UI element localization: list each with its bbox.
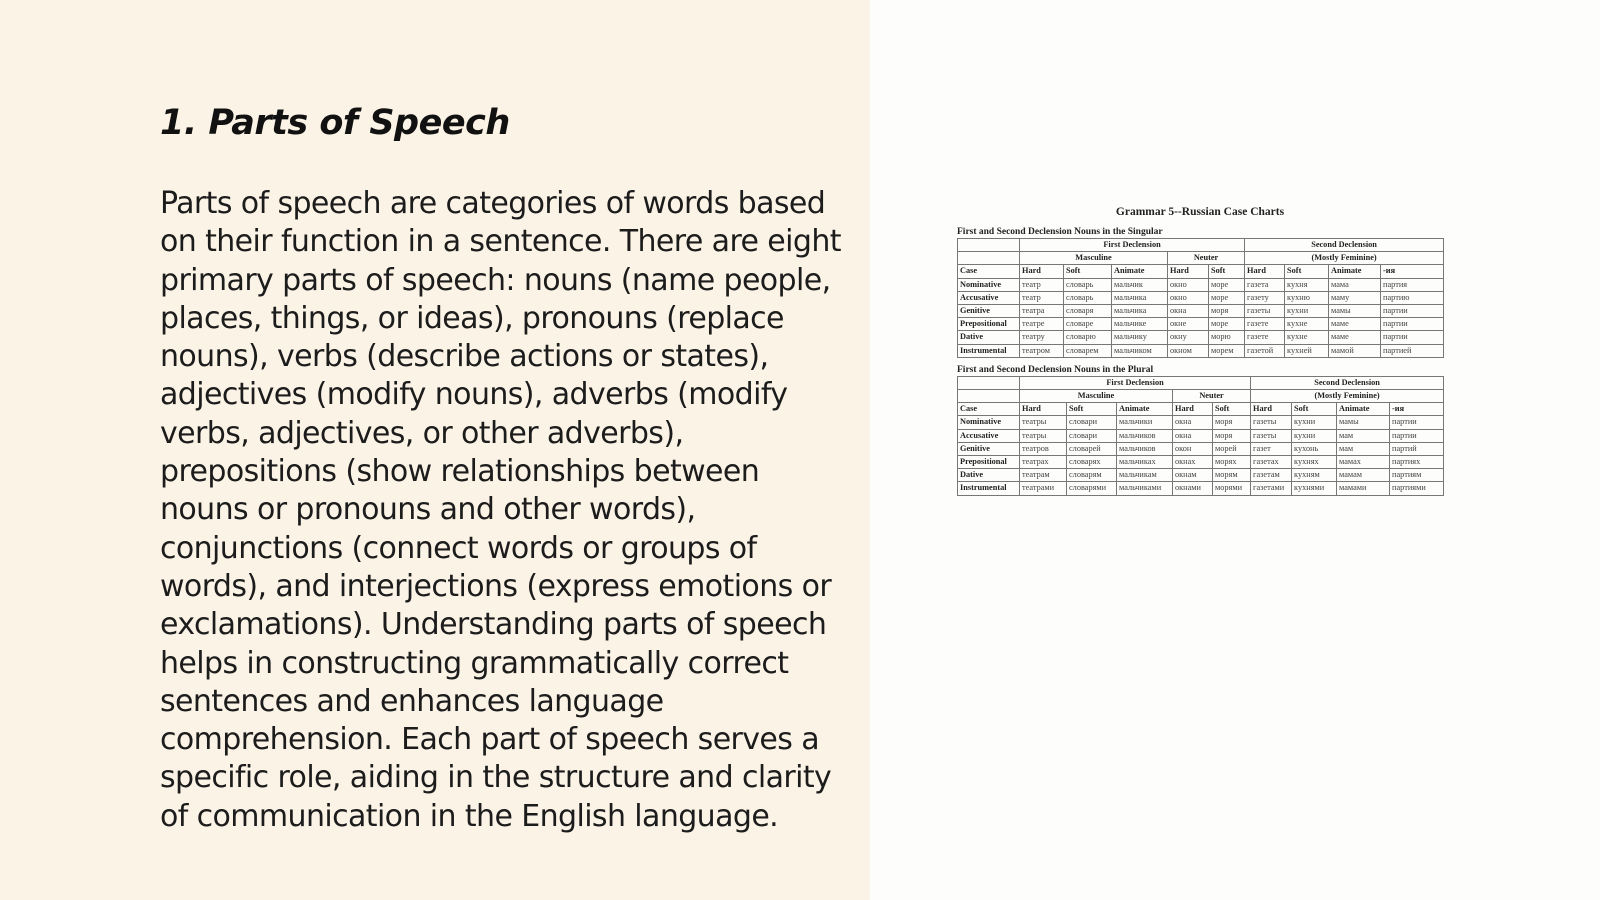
- second-declension-header: Second Declension: [1245, 239, 1444, 252]
- case-name-cell: Accusative: [958, 429, 1020, 442]
- plural-section-title: First and Second Declension Nouns in the Plural: [957, 364, 1154, 375]
- table-cell: окнах: [1173, 456, 1213, 469]
- table-cell: театры: [1020, 416, 1067, 429]
- table-cell: мамы: [1337, 416, 1390, 429]
- table-cell: газетам: [1251, 469, 1292, 482]
- case-name-cell: Nominative: [958, 278, 1020, 291]
- table-cell: партиям: [1390, 469, 1444, 482]
- feminine-header: (Mostly Feminine): [1251, 390, 1444, 403]
- table-cell: словарям: [1067, 469, 1117, 482]
- table-cell: мамы: [1329, 305, 1381, 318]
- column-header: Hard: [1020, 403, 1067, 416]
- case-charts-image: [957, 206, 1443, 496]
- column-header: Animate: [1117, 403, 1173, 416]
- table-cell: мальчики: [1117, 416, 1173, 429]
- table-cell: маме: [1329, 331, 1381, 344]
- table-cell: мальчиках: [1117, 456, 1173, 469]
- table-cell: морям: [1213, 469, 1251, 482]
- table-cell: партии: [1381, 331, 1444, 344]
- table-cell: кухонь: [1292, 442, 1337, 455]
- case-name-cell: Prepositional: [958, 456, 1020, 469]
- table-cell: кухням: [1292, 469, 1337, 482]
- table-row: [958, 416, 1444, 429]
- slide-body-text: Parts of speech are categories of words based on their function in a sentence. There are eight primary parts of speech: nouns (name people, places, things, or ideas), pronouns (replace nouns), verbs (describe actions or states), adjectives (modify nouns), adverbs (modify verbs, adjectives, or other adverbs), prepositions (show relationships between nouns or pronouns and other words), conjunctions (connect words or groups of words), and interjections (express emotions or exclamations). Understanding parts of speech helps in constructing grammatically correct sentences and enhances language comprehension. Each part of speech serves a specific role, aiding in the structure and clarity of communication in the English language.: [160, 186, 841, 834]
- table-cell: кухни: [1292, 416, 1337, 429]
- table-cell: мальчиком: [1112, 344, 1168, 357]
- table-row: [958, 305, 1444, 318]
- table-cell: мамам: [1337, 469, 1390, 482]
- table-cell: газет: [1251, 442, 1292, 455]
- table-cell: словарю: [1064, 331, 1112, 344]
- table-cell: море: [1209, 278, 1245, 291]
- table-cell: морю: [1209, 331, 1245, 344]
- blank-cell: [958, 376, 1020, 389]
- table-cell: моря: [1213, 429, 1251, 442]
- table-cell: маме: [1329, 318, 1381, 331]
- table-row: [958, 482, 1444, 495]
- table-cell: мамами: [1337, 482, 1390, 495]
- table-cell: окна: [1168, 305, 1209, 318]
- case-name-cell: Nominative: [958, 416, 1020, 429]
- blank-cell: [958, 390, 1020, 403]
- table-cell: партии: [1390, 416, 1444, 429]
- column-header: Hard: [1245, 265, 1285, 278]
- table-cell: мальчик: [1112, 278, 1168, 291]
- table-cell: кухни: [1292, 429, 1337, 442]
- column-header: Hard: [1020, 265, 1064, 278]
- column-header: Hard: [1173, 403, 1213, 416]
- blank-cell: [958, 252, 1020, 265]
- table-cell: окнами: [1173, 482, 1213, 495]
- column-header: Soft: [1064, 265, 1112, 278]
- case-name-cell: Dative: [958, 469, 1020, 482]
- table-cell: театру: [1020, 331, 1064, 344]
- table-cell: словарях: [1067, 456, 1117, 469]
- table-cell: окна: [1173, 416, 1213, 429]
- table-cell: газеты: [1245, 305, 1285, 318]
- column-header: Soft: [1285, 265, 1329, 278]
- table-row: [958, 344, 1444, 357]
- case-charts-title: Grammar 5--Russian Case Charts: [1115, 206, 1285, 218]
- column-header: Hard: [1168, 265, 1209, 278]
- table-cell: театров: [1020, 442, 1067, 455]
- table-cell: газете: [1245, 331, 1285, 344]
- column-header: -ия: [1381, 265, 1444, 278]
- table-cell: словарь: [1064, 291, 1112, 304]
- table-cell: кухнях: [1292, 456, 1337, 469]
- column-header: Case: [958, 265, 1020, 278]
- table-cell: газеты: [1251, 416, 1292, 429]
- table-cell: окно: [1168, 291, 1209, 304]
- column-header: Hard: [1251, 403, 1292, 416]
- masculine-header: Masculine: [1020, 390, 1173, 403]
- table-cell: партии: [1381, 318, 1444, 331]
- first-declension-header: First Declension: [1020, 376, 1251, 389]
- table-cell: кухнями: [1292, 482, 1337, 495]
- feminine-header: (Mostly Feminine): [1245, 252, 1444, 265]
- table-cell: мальчика: [1112, 305, 1168, 318]
- table-cell: моря: [1209, 305, 1245, 318]
- table-row: [958, 278, 1444, 291]
- table-cell: морем: [1209, 344, 1245, 357]
- table-cell: газету: [1245, 291, 1285, 304]
- table-cell: кухне: [1285, 318, 1329, 331]
- table-cell: театрам: [1020, 469, 1067, 482]
- table-cell: словари: [1067, 416, 1117, 429]
- singular-section-title: First and Second Declension Nouns in the Singular: [957, 227, 1163, 237]
- table-cell: словарем: [1064, 344, 1112, 357]
- table-row: [958, 442, 1444, 455]
- table-cell: театрах: [1020, 456, 1067, 469]
- second-declension-header: Second Declension: [1251, 376, 1444, 389]
- table-cell: мам: [1337, 442, 1390, 455]
- table-cell: партию: [1381, 291, 1444, 304]
- table-cell: мам: [1337, 429, 1390, 442]
- table-cell: словарь: [1064, 278, 1112, 291]
- column-header: Case: [958, 403, 1020, 416]
- table-cell: театром: [1020, 344, 1064, 357]
- table-cell: морях: [1213, 456, 1251, 469]
- table-cell: окне: [1168, 318, 1209, 331]
- table-row: [958, 456, 1444, 469]
- singular-case-table: [957, 238, 1444, 358]
- table-cell: партиями: [1390, 482, 1444, 495]
- table-cell: газеты: [1251, 429, 1292, 442]
- table-cell: мальчику: [1112, 331, 1168, 344]
- table-cell: партии: [1381, 305, 1444, 318]
- table-row: [958, 429, 1444, 442]
- first-declension-header: First Declension: [1020, 239, 1245, 252]
- column-header: Soft: [1067, 403, 1117, 416]
- table-cell: театр: [1020, 291, 1064, 304]
- table-cell: газетой: [1245, 344, 1285, 357]
- table-cell: кухни: [1285, 305, 1329, 318]
- table-cell: окном: [1168, 344, 1209, 357]
- column-header: Animate: [1337, 403, 1390, 416]
- table-cell: театрами: [1020, 482, 1067, 495]
- column-header: Animate: [1329, 265, 1381, 278]
- table-cell: газета: [1245, 278, 1285, 291]
- table-cell: окна: [1173, 429, 1213, 442]
- table-cell: кухне: [1285, 331, 1329, 344]
- table-cell: словарями: [1067, 482, 1117, 495]
- table-cell: кухня: [1285, 278, 1329, 291]
- column-header-row: [958, 403, 1444, 416]
- plural-case-table: [957, 376, 1444, 496]
- case-name-cell: Dative: [958, 331, 1020, 344]
- neuter-header: Neuter: [1168, 252, 1245, 265]
- case-name-cell: Instrumental: [958, 482, 1020, 495]
- column-header: Soft: [1292, 403, 1337, 416]
- table-cell: партия: [1381, 278, 1444, 291]
- column-header: Animate: [1112, 265, 1168, 278]
- table-row: [958, 291, 1444, 304]
- table-cell: мамах: [1337, 456, 1390, 469]
- table-cell: партии: [1390, 429, 1444, 442]
- table-cell: словаря: [1064, 305, 1112, 318]
- table-cell: морей: [1213, 442, 1251, 455]
- column-header: -ия: [1390, 403, 1444, 416]
- table-cell: словари: [1067, 429, 1117, 442]
- table-cell: окон: [1173, 442, 1213, 455]
- table-cell: окно: [1168, 278, 1209, 291]
- case-name-cell: Prepositional: [958, 318, 1020, 331]
- table-row: [958, 318, 1444, 331]
- table-cell: партией: [1381, 344, 1444, 357]
- column-header: Soft: [1209, 265, 1245, 278]
- table-cell: морями: [1213, 482, 1251, 495]
- table-cell: мальчика: [1112, 291, 1168, 304]
- table-cell: театра: [1020, 305, 1064, 318]
- case-name-cell: Instrumental: [958, 344, 1020, 357]
- table-cell: словаре: [1064, 318, 1112, 331]
- table-cell: газетами: [1251, 482, 1292, 495]
- slide-title: 1. Parts of Speech: [160, 103, 510, 143]
- table-cell: мамой: [1329, 344, 1381, 357]
- table-cell: маму: [1329, 291, 1381, 304]
- table-cell: мальчиков: [1117, 429, 1173, 442]
- column-header: Soft: [1213, 403, 1251, 416]
- table-row: [958, 469, 1444, 482]
- table-cell: театре: [1020, 318, 1064, 331]
- table-cell: кухней: [1285, 344, 1329, 357]
- table-cell: словарей: [1067, 442, 1117, 455]
- table-cell: море: [1209, 291, 1245, 304]
- table-cell: театры: [1020, 429, 1067, 442]
- table-cell: море: [1209, 318, 1245, 331]
- table-cell: мальчиками: [1117, 482, 1173, 495]
- table-cell: окну: [1168, 331, 1209, 344]
- table-cell: театр: [1020, 278, 1064, 291]
- table-cell: партиях: [1390, 456, 1444, 469]
- case-name-cell: Genitive: [958, 442, 1020, 455]
- table-cell: партий: [1390, 442, 1444, 455]
- column-header-row: [958, 265, 1444, 278]
- table-cell: газете: [1245, 318, 1285, 331]
- masculine-header: Masculine: [1020, 252, 1168, 265]
- blank-cell: [958, 239, 1020, 252]
- table-cell: кухню: [1285, 291, 1329, 304]
- table-cell: мальчиков: [1117, 442, 1173, 455]
- table-cell: мальчике: [1112, 318, 1168, 331]
- case-name-cell: Genitive: [958, 305, 1020, 318]
- neuter-header: Neuter: [1173, 390, 1251, 403]
- table-cell: моря: [1213, 416, 1251, 429]
- table-row: [958, 331, 1444, 344]
- table-cell: газетах: [1251, 456, 1292, 469]
- table-cell: мама: [1329, 278, 1381, 291]
- table-cell: окнам: [1173, 469, 1213, 482]
- case-name-cell: Accusative: [958, 291, 1020, 304]
- table-cell: мальчикам: [1117, 469, 1173, 482]
